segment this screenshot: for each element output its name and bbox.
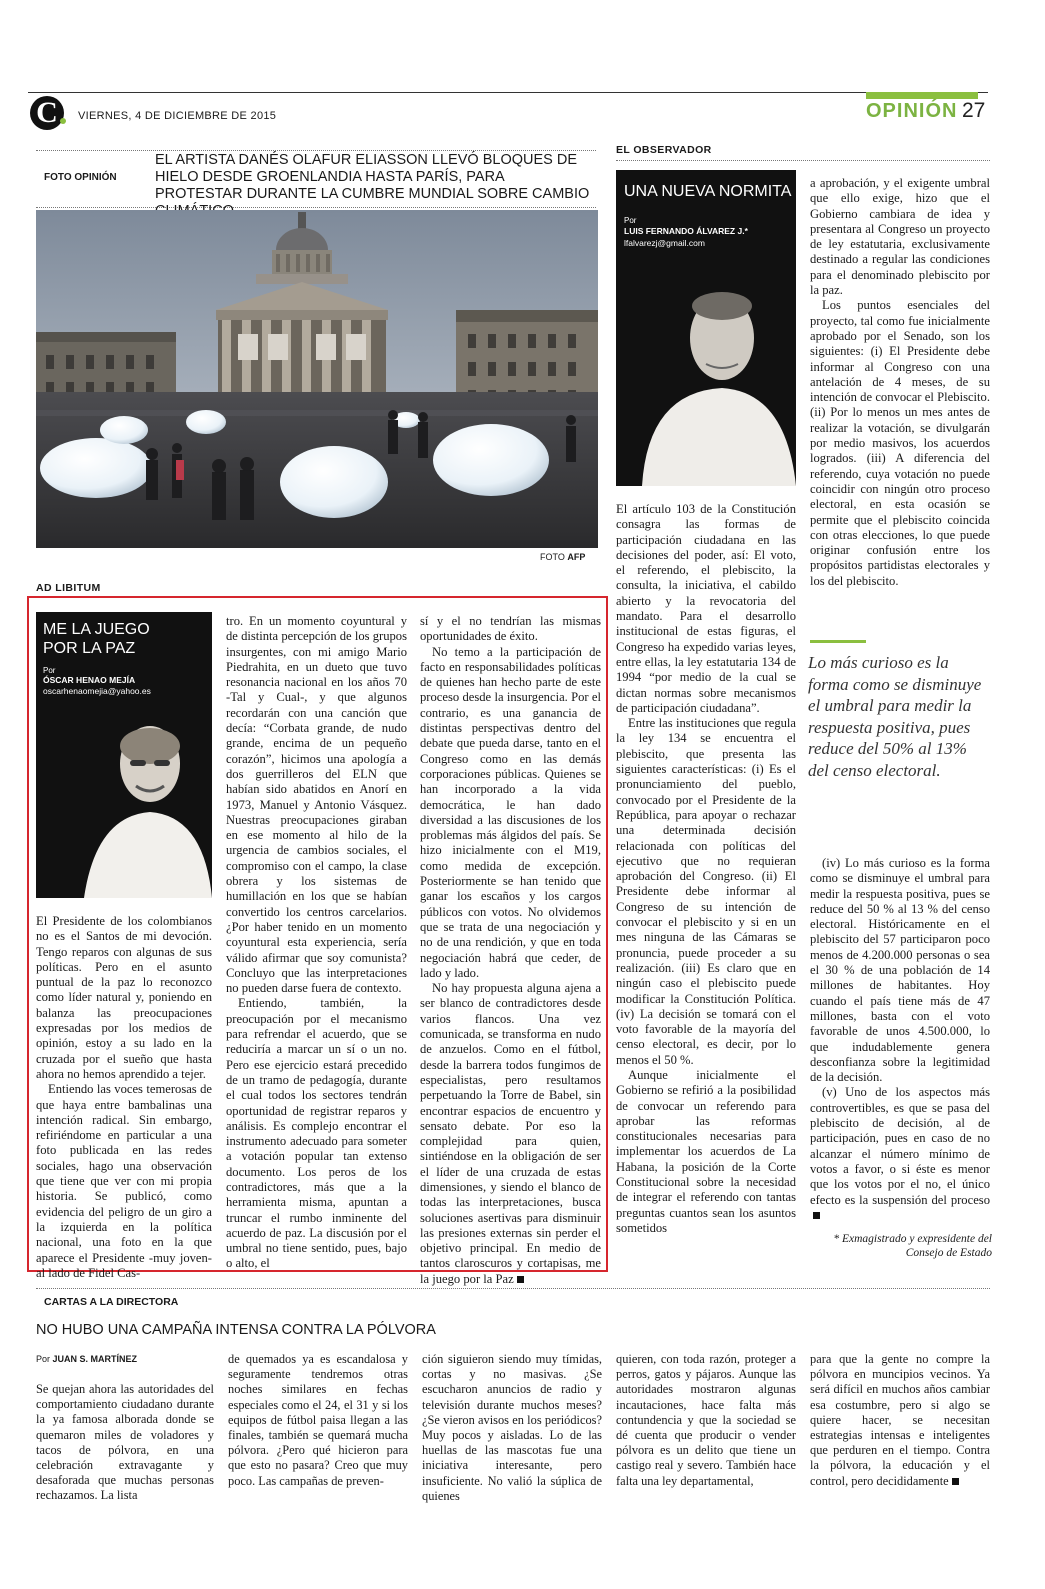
observador-rule	[616, 160, 990, 161]
column-title: ME LA JUEGO POR LA PAZ	[43, 621, 150, 657]
observador-col-1	[616, 502, 796, 1236]
cartas-col-2: de quemados ya es escandalosa y seguramente tendremos otras noches similares en fechas especiales como el 24, el 31 y si los equipos de fútbol paisa llegan a las finales, también se quemará mucha pólvora. ¿Pero qué hicieron para que esto no pasara? Creo que muy poco. Las campañas de preven-	[228, 1352, 408, 1488]
photo-credit	[540, 552, 585, 562]
cartas-kicker: CARTAS A LA DIRECTORA	[44, 1296, 179, 1308]
paragraph	[810, 1085, 990, 1223]
ad-libitum-col-2	[226, 614, 407, 1272]
byline-prefix: Por	[624, 216, 637, 225]
byline-prefix: Por	[43, 666, 56, 675]
logo-dot	[60, 118, 66, 124]
observador-kicker: EL OBSERVADOR	[616, 144, 712, 156]
ad-libitum-col-3	[420, 614, 601, 1287]
quote-rule	[810, 640, 866, 643]
paragraph-text: No hay propuesta alguna ajena a ser blanco de contradictores desde varios flancos. Una vez comunicada, se transforma en nudo de anzuelos. Como en el fútbol, desde la barrera todos fungimos de especialistas, pero resultamos perpetuando la Torre de Babel, sin encontrar espacios de encuentro y sensato debate. Por eso la complejidad para quien, sintiéndose en la obligación de ser el líder de una cruzada de estas dimensiones, y siendo el blanco de todas las interpretaciones, busca soluciones asertivas para disminuir las presiones externas sin perder el objetivo principal. En medio de tantos claroscuros y cortapisas, me la juego por la Paz	[420, 981, 601, 1286]
paragraph: El Presidente de los colombianos no es el Santos de mi devoción. Tengo reparos con algunas de sus políticas. Pero en el asunto puntual de la paz lo reconozco como líder natural y, poniendo en balanza las preocupaciones expresadas por los medios de opinión, estoy a su lado en la cruzada por el sueño que hasta ahora no hemos aprendido a tejer.	[36, 914, 212, 1081]
paragraph-text: para que la gente no compre la pólvora en muncipios vecinos. Ya será difícil en muchos años cambiar esa costumbre, pero si algo se quiere hacer, se necesitan estrategias intensas e inteligentes que perduren en el tiempo. Contra la pólvora, la educación y el control, pero decididamente	[810, 1352, 990, 1488]
photo-caption: EL ARTISTA DANÉS OLAFUR ELIASSON LLEVÓ BLOQUES DE HIELO DESDE GROENLANDIA HASTA PARÍS, PARA PROTESTAR DURANTE LA CUMBRE MUNDIAL SOBRE CAMBIO	[155, 152, 590, 202]
paragraph: sí y el no tendrían las mismas oportunidades de éxito.	[420, 614, 601, 644]
cartas-col-3: ción siguieron siendo muy tímidas, cortas y no masivas. ¿Se escucharon anuncios de radio y televisión durante muchos meses? ¿Se vieron avisos en los periódicos? Muy pocos y aisladas. Lo de las huellas de las mascotas fue una iniciativa interesante, pero insuficiente. No valió la súplica de quienes	[422, 1352, 602, 1503]
section-bar	[866, 92, 978, 99]
photo-illustration	[36, 210, 598, 548]
section-title: OPINIÓN	[866, 100, 958, 122]
paragraph: Entiendo las voces temerosas de que haya entre bambalinas una intención radical. Sin embargo, refiriéndome en particular a una foto publicada en las redes sociales, hago una observación que tiene que ver con mi propia historia. Se publicó, como evidencia del peligro de un giro a la izquierda en la política nacional, una foto en la que aparece el Presidente -muy joven- al lado de Fidel Cas-	[36, 1082, 212, 1280]
cartas-col-5	[810, 1352, 990, 1489]
paragraph-text: (v) Uno de los aspectos más controvertibles, es que se pasa del plebiscito de decisión, al de participación, pues en caso de no alcanzar el número mínimo de votos a favor, o si éste es menor que los votos por el no, el único efecto es la suspensión del proceso	[810, 1085, 990, 1207]
cartas-col-1: Se quejan ahora las autoridades del comportamiento ciudadano durante la ya famosa alborada donde se quemaron miles de voladores y tacos de pólvora, en una celebración extravagante y desaforada que muchas personas rechazamos. La lista	[36, 1382, 214, 1503]
column-title: UNA NUEVA NORMITA	[624, 183, 792, 200]
photo-opinion-label: FOTO OPINIÓN	[44, 172, 117, 183]
author-name: JUAN S. MARTÍNEZ	[52, 1354, 138, 1364]
pantheon-ice-photo	[36, 210, 598, 548]
end-mark-icon	[813, 1212, 820, 1219]
paragraph	[420, 981, 601, 1287]
credit-agency: AFP	[567, 552, 586, 562]
dateline: VIERNES, 4 DE DICIEMBRE DE 2015	[78, 110, 277, 122]
paragraph: Aunque inicialmente el Gobierno se refirió a la posibilidad de convocar un referendo para aprobar las reformas constitucionales necesarias para implementar los acuerdos de La Habana, la posición de la Corte Constitucional sobre la necesidad de integrar el referendo con tantas preguntas cuantos sean los asuntos sometidos	[616, 1067, 796, 1235]
paragraph: tro. En un momento coyuntural y de distinta percepción de los grupos insurgentes, con mi amigo Mario Piedrahita, en un dueto que tuvo resonancia nacional en los años 70 -Tal y Cual-, y que algunos recordarán con una canción que decía: “Corbata grande, de nudo grande, encima de un pequeño corazón”, hicimos una apología a dos guerrilleros del ELN que habían sido abatidos en Anorí en 1973, Manuel y Antonio Vásquez. Nuestras preocupaciones giraban en ese momento al hilo de la urgencia de cambios sociales, el compromiso con el campo, la clase obrera y los sistemas de humillación en los que se habían convertido los centros carcelarios. ¿Por haber tenido en un momento coyuntural esta experiencia, sería válido afirmar que soy comunista? Concluyo que las interpretaciones no pueden darse fuera de contexto.	[226, 614, 407, 996]
end-mark-icon	[517, 1276, 524, 1283]
paragraph: No temo a la participación de facto en responsabilidades políticas de quienes han hecho parte de este proceso desde la insurgencia. Por el contrario, es una ganancia de distintas perspectivas dentro del debate que pueda darse, tanto en el Congreso como en las demás corporaciones públicas. Quienes se han incorporado a la vida democrática, le han dado diversidad a las discusiones de los problemas más álgidos del país. Se hizo inicialmente con el M19, como medida de excepción. Posteriormente se han tenido que ganar los escaños y los cargos públicos con votos. No olvidemos que se trata de una negociación y no de una rendición, y que en toda negociación habrá que ceder, de lado y lado.	[420, 644, 601, 980]
ad-libitum-col-1	[36, 914, 212, 1281]
author-name: ÓSCAR HENAO MEJÍA	[43, 675, 136, 685]
newspaper-logo: C	[30, 96, 64, 130]
paragraph: Entre las instituciones que regula la ley 134 se encuentra el plebiscito, que presenta las siguientes características: (i) Es el pronunciamiento del pueblo, convocado por el Presidente de la República, para apoyar o rechazar una determinada decisión relacionada con políticas del ejecutivo que no requieran aprobación del Congreso. (ii) El Presidente debe informar al Congreso de su intención de convocar el plebiscito y si en un mes ninguna de las Cámaras se pronuncia, puede proceder a su realización. (iii) Es claro que en ningún caso el plebiscito puede modificar la Constitución Política. (iv) La decisión se tomará con el voto favorable de la mayoría del censo electoral, es decir, por lo menos el 50 %.	[616, 716, 796, 1067]
ad-libitum-kicker: AD LIBITUM	[36, 582, 101, 594]
cartas-col-4: quieren, con toda razón, proteger a perros, gatos y pájaros. Aunque las autoridades mostraron algunas incautaciones, hace falta más contundencia y que la sociedad se dé cuenta que producir o vender pólvora es un delito que tiene un castigo real y severo. También hace falta una ley departamental,	[616, 1352, 796, 1488]
cartas-title: NO HUBO UNA CAMPAÑA INTENSA CONTRA LA PÓLVORA	[36, 1322, 436, 1338]
observador-author-panel	[616, 170, 796, 486]
byline-prefix: Por	[36, 1354, 51, 1364]
ad-libitum-author-panel	[36, 612, 212, 898]
observador-col-2b	[810, 856, 990, 1223]
paragraph: (iv) Lo más curioso es la forma como se disminuye el umbral para medir la respuesta positiva, pues se reduce del 50 % al 13 % del censo electoral. Históricamente en el plebiscito del 57 participaron poco menos de 4.200.000 personas o sea el 30 % de una población de 14 millones de habitantes. Hoy cuando el país tiene más de 47 millones, basta con el voto favorable de unos 4.500.000, lo que indudablemente genera desconfianza sobre la legitimidad de la decisión.	[810, 856, 990, 1085]
author-portrait	[76, 716, 212, 898]
author-footnote: * Exmagistrado y expresidente del Consejo de Estado	[833, 1233, 992, 1259]
top-rule	[28, 92, 988, 93]
author-name: LUIS FERNANDO ÁLVAREZ J.*	[624, 226, 748, 236]
author-email: lfalvarezj@gmail.com	[624, 238, 705, 248]
cartas-byline	[36, 1354, 137, 1364]
paragraph: Entiendo, también, la preocupación por el mecanismo para refrendar el acuerdo, que se reduciría a marcar un sí o un no. Pero ese ejercicio estará precedido de un tramo de pedagogía, durante el cual todos los sectores tendrán oportunidad de registrar reparos y análisis. Es complejo encontrar el instrumento adecuado para someter a votación popular tan extenso documento. Los peros de los contradictores, más que a la herramienta misma, apuntan a truncar el rumbo inminente del acuerdo de paz. La discusión por el umbral no tiene sentido, pues, bajo o alto, el	[226, 996, 407, 1271]
pull-quote: Lo más curioso es la forma como se disminuye el umbral para medir la respuesta positiva, pues reduce del 50% al 13% del censo electoral.	[808, 653, 982, 780]
cartas-rule	[36, 1288, 990, 1289]
author-email: oscarhenaomejia@yahoo.es	[43, 686, 151, 696]
credit-prefix: FOTO	[540, 552, 565, 562]
end-mark-icon	[952, 1478, 959, 1485]
observador-col-2	[810, 176, 990, 589]
page-number: 27	[962, 99, 986, 122]
paragraph: El artículo 103 de la Constitución consagra las formas de participación ciudadana en las decisiones del poder, así: El voto, el referendo, el plebiscito, la consulta, la iniciativa, el cabildo abierto y la revocatoria del mandato. Para el desarrollo institucional de estas figuras, el Congreso ha expedido varias leyes, entre ellas, la ley estatutaria 134 de 1994 “por medio de la cual se dictan normas sobre mecanismos de participación ciudadana”.	[616, 502, 796, 715]
paragraph: Los puntos esenciales del proyecto, tal como fue inicialmente aprobado por el Senado, son los siguientes: (i) El Presidente debe informar al Congreso con una antelación de 4 meses, de su intención de convocar el Plebiscito. (ii) Por lo menos un mes antes de realizar la votación, se divulgarán por medio masivos, los acuerdos logrados. (iii) A diferencia del referendo, cuya votación no puede coincidir con ningún otro proceso electoral, en esta ocasión se permite que el plebiscito coincida con otras elecciones, lo que puede originar confusión entre los propósitos partidistas electorales y los del plebiscito.	[810, 298, 990, 588]
author-portrait	[636, 280, 796, 486]
paragraph: a aprobación, y el exigente umbral que ello exige, hizo que el Gobierno cambiara de idea y presentara al Congreso un proyecto de ley estatutaria, exclusivamente destinado a regular las condiciones para el denominado plebiscito por la paz.	[810, 176, 990, 298]
